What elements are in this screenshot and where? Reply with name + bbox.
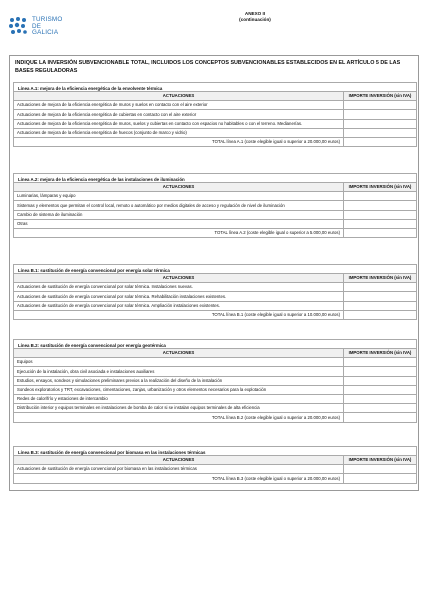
table-row: [14, 129, 416, 138]
annex-heading: [190, 11, 320, 23]
table-row: [14, 201, 416, 210]
amount-input[interactable]: [344, 358, 416, 366]
section-title: Línea B.3: sustitución de energía convencional por biomasa en las instalaciones térmicas: [14, 447, 416, 456]
total-row: [14, 311, 416, 319]
turismo-galicia-logo: [8, 16, 62, 37]
table-row: [14, 192, 416, 201]
action-label: Redes de calor/frío y estaciones de intercambio: [14, 395, 344, 403]
action-label: Distribución interior y equipos terminales en instalaciones de bomba de calor si se instalan equipos terminales de alta eficiencia: [14, 404, 344, 412]
section-a1: [13, 82, 417, 147]
header-amount: IMPORTE INVERSIÓN (sin IVA): [344, 456, 416, 464]
table-header: [14, 274, 416, 283]
amount-input[interactable]: [344, 110, 416, 118]
total-amount-input[interactable]: [344, 138, 416, 146]
action-label: Actuaciones de mejora de la eficiencia energética de muros y suelos en contacto con el aire exterior: [14, 101, 344, 109]
galicia-shell-icon: [8, 16, 29, 37]
table-row: [14, 377, 416, 386]
header-actions: ACTUACIONES: [14, 349, 344, 357]
table-header: [14, 183, 416, 192]
amount-input[interactable]: [344, 120, 416, 128]
header-actions: ACTUACIONES: [14, 183, 344, 191]
amount-input[interactable]: [344, 386, 416, 394]
logo-line: GALICIA: [32, 29, 59, 37]
header-amount: IMPORTE INVERSIÓN (sin IVA): [344, 183, 416, 191]
action-label: Luminarias, lámparas y equipo: [14, 192, 344, 200]
table-row: [14, 395, 416, 404]
section-title: Línea A.1: mejora de la eficiencia energética de la envolvente térmica: [14, 83, 416, 92]
action-label: Actuaciones de mejora de la eficiencia energética de cubiertas en contacto con el aire exterior: [14, 110, 344, 118]
total-row: [14, 138, 416, 146]
total-amount-input[interactable]: [344, 229, 416, 237]
action-label: Ejecución de la instalación, obra civil asociada e instalaciones auxiliares: [14, 367, 344, 375]
amount-input[interactable]: [344, 201, 416, 209]
action-label: Actuaciones de sustitución de energía convencional por solar térmica. Rehabilitación instalaciones existentes.: [14, 292, 344, 300]
amount-input[interactable]: [344, 292, 416, 300]
action-label: Equipos: [14, 358, 344, 366]
amount-input[interactable]: [344, 302, 416, 310]
total-amount-input[interactable]: [344, 474, 416, 482]
table-row: [14, 367, 416, 376]
amount-input[interactable]: [344, 465, 416, 473]
action-label: Sistemas y elementos que permitan el control local, remoto o automático por medios digitales de acceso y regulación de nivel de iluminación: [14, 201, 344, 209]
action-label: Estudios, ensayos, sondeos y simulaciones preliminares previos a la realización del diseño de la instalación: [14, 377, 344, 385]
total-row: [14, 229, 416, 237]
action-label: Actuaciones de sustitución de energía convencional por biomasa en las instalaciones térmicas: [14, 465, 344, 473]
action-label: Actuaciones de sustitución de energía convencional por solar térmica. Ampliación instalaciones existentes.: [14, 302, 344, 310]
total-label: TOTAL línea A.1 (coste elegible igual o superior a 20.000,00 euros): [14, 138, 344, 146]
total-label: TOTAL línea B.3 (coste elegible igual o superior a 20.000,00 euros): [14, 474, 344, 482]
table-header: [14, 349, 416, 358]
table-header: [14, 456, 416, 465]
section-b1: [13, 264, 417, 320]
logo-line: DE: [32, 22, 42, 30]
amount-input[interactable]: [344, 192, 416, 200]
table-row: [14, 220, 416, 229]
table-row: [14, 386, 416, 395]
amount-input[interactable]: [344, 101, 416, 109]
table-row: [14, 292, 416, 301]
action-label: Otras: [14, 220, 344, 228]
amount-input[interactable]: [344, 129, 416, 137]
header-amount: IMPORTE INVERSIÓN (sin IVA): [344, 349, 416, 357]
action-label: Sondeos exploratorios y TRT, excavaciones, cimentaciones, zanjas, urbanización y otros elementos necesarios para la explotación: [14, 386, 344, 394]
action-label: Actuaciones de mejora de la eficiencia energética de huecos (conjunto de marco y vidrio): [14, 129, 344, 137]
action-label: Cambio de sistema de iluminación: [14, 211, 344, 219]
total-row: [14, 474, 416, 482]
total-row: [14, 413, 416, 421]
instruction-text: INDIQUE LA INVERSIÓN SUBVENCIONABLE TOTAL, INCLUIDOS LOS CONCEPTOS SUBVENCIONABLES ESTABLECIDOS EN EL ARTÍCULO 5 DE LAS BASES REGULADORAS: [15, 60, 401, 74]
table-row: [14, 283, 416, 292]
table-row: [14, 358, 416, 367]
action-label: Actuaciones de sustitución de energía convencional por solar térmica. Instalaciones nuevas.: [14, 283, 344, 291]
section-b3: [13, 446, 417, 484]
header-amount: IMPORTE INVERSIÓN (sin IVA): [344, 274, 416, 282]
action-label: Actuaciones de mejora de la eficiencia energética de muros, suelos y cubiertas en contacto con espacios no habitables o con el terreno. Medianerías.: [14, 120, 344, 128]
section-title: Línea A.2: mejora de la eficiencia energética de las instalaciones de iluminación: [14, 174, 416, 183]
amount-input[interactable]: [344, 367, 416, 375]
section-title: Línea B.1: sustitución de energía convencional por energía solar térmica: [14, 265, 416, 274]
total-label: TOTAL línea A.2 (coste elegible igual o superior a 5.000,00 euros): [14, 229, 344, 237]
amount-input[interactable]: [344, 395, 416, 403]
logo-line: TURISMO: [32, 16, 63, 23]
amount-input[interactable]: [344, 283, 416, 291]
table-row: [14, 120, 416, 129]
table-header: [14, 92, 416, 101]
annex-title: ANEXO II: [244, 11, 266, 16]
table-row: [14, 110, 416, 119]
total-label: TOTAL línea B.2 (coste elegible igual o superior a 20.000,00 euros): [14, 413, 344, 421]
amount-input[interactable]: [344, 220, 416, 228]
total-amount-input[interactable]: [344, 311, 416, 319]
table-row: [14, 211, 416, 220]
amount-input[interactable]: [344, 404, 416, 412]
table-row: [14, 302, 416, 311]
section-a2: [13, 173, 417, 238]
header-amount: IMPORTE INVERSIÓN (sin IVA): [344, 92, 416, 100]
logo-wordmark: [32, 17, 62, 37]
amount-input[interactable]: [344, 211, 416, 219]
total-label: TOTAL línea B.1 (coste elegible igual o superior a 10.000,00 euros): [14, 311, 344, 319]
section-title: Línea B.2: sustitución de energía convencional por energía geotérmica: [14, 340, 416, 349]
section-b2: [13, 339, 417, 423]
total-amount-input[interactable]: [344, 413, 416, 421]
annex-subtitle: (continuación): [239, 17, 271, 22]
header-actions: ACTUACIONES: [14, 456, 344, 464]
header-actions: ACTUACIONES: [14, 92, 344, 100]
header-actions: ACTUACIONES: [14, 274, 344, 282]
table-row: [14, 404, 416, 413]
table-row: [14, 465, 416, 474]
amount-input[interactable]: [344, 377, 416, 385]
table-row: [14, 101, 416, 110]
